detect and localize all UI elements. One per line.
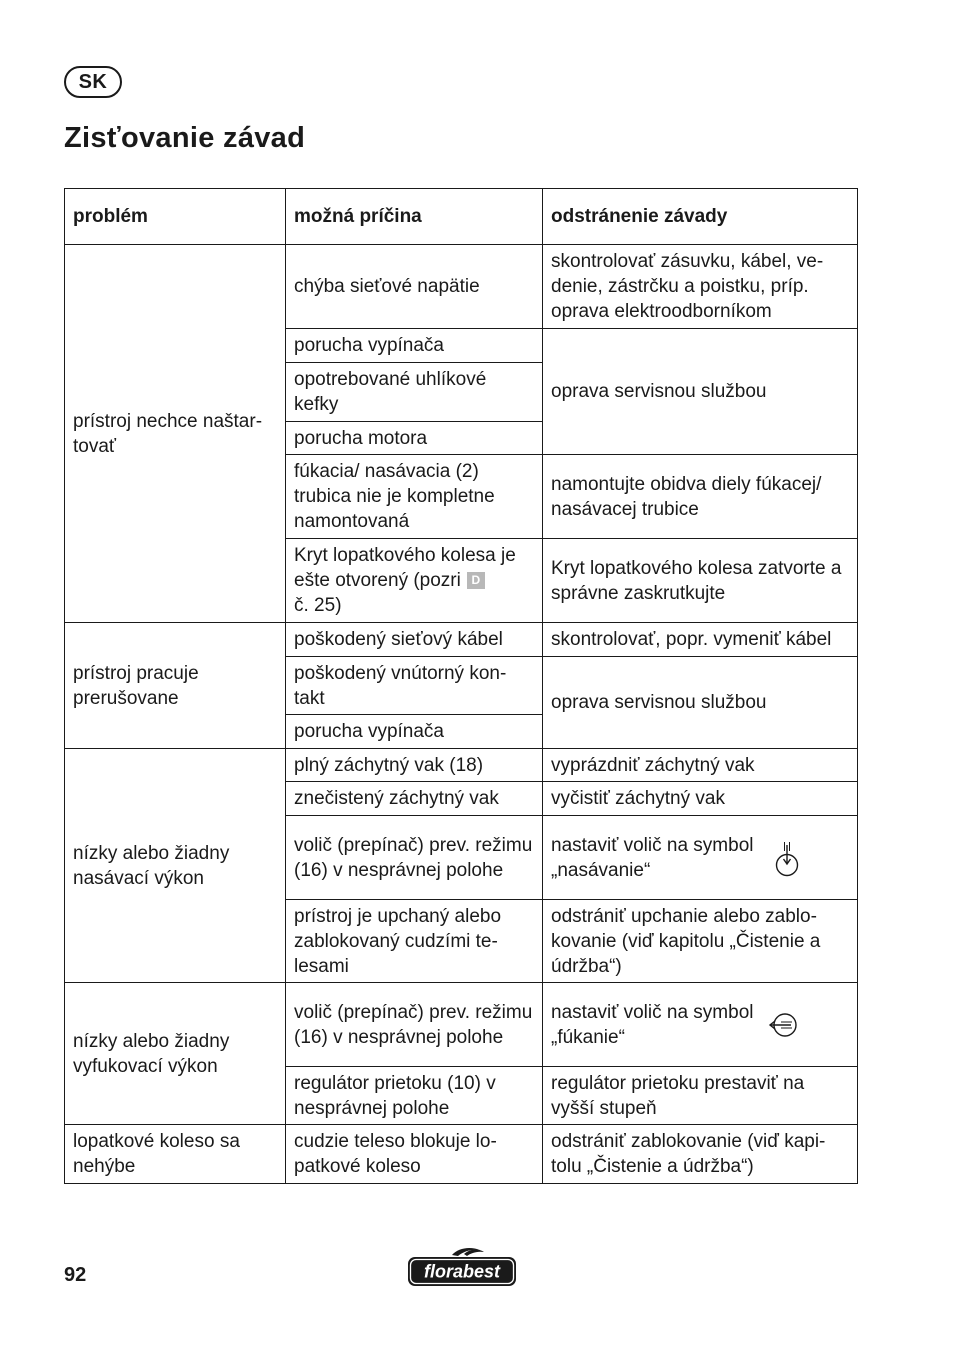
cause-cell: porucha motora [286,422,543,455]
remedy-cell: vyprázdniť záchytný vak [543,749,858,782]
remedy-cell [543,983,858,1067]
cause-text-suffix: č. 25) [294,595,342,616]
problem-cell: prístroj nechce naštar-tovať [65,245,286,623]
cause-cell: porucha vypínača [286,329,543,363]
cause-cell: poškodený vnútorný kon-takt [286,657,543,715]
logo-text: florabest [423,1261,501,1282]
figure-ref-badge: D [467,572,485,589]
cause-cell: znečistený záchytný vak [286,782,543,816]
remedy-cell: odstrániť upchanie alebo zablo-kovanie (viď kapitolu „Čistenie a údržba“) [543,900,858,983]
remedy-cell: Kryt lopatkového kolesa zatvorte a správne zaskrutkujte [543,539,858,623]
cause-cell: volič (prepínač) prev. režimu (16) v nesprávnej polohe [286,983,543,1067]
remedy-cell: oprava servisnou službou [543,329,858,455]
remedy-cell: odstrániť zablokovanie (viď kapi-tolu „Čistenie a údržba“) [543,1125,858,1184]
table-row [65,1125,858,1184]
cause-text: Kryt lopatkového kolesa je ešte otvorený (pozri [294,545,516,591]
cause-cell: porucha vypínača [286,715,543,749]
header-problem: problém [65,189,286,245]
remedy-cell: namontujte obidva diely fúkacej/ nasávacej trubice [543,455,858,539]
cause-cell: chýba sieťové napätie [286,245,543,329]
remedy-cell: oprava servisnou službou [543,657,858,749]
suction-mode-icon [773,839,801,877]
remedy-cell: skontrolovať, popr. vymeniť kábel [543,623,858,657]
blow-mode-icon [767,1010,801,1040]
header-cause: možná príčina [286,189,543,245]
problem-cell: nízky alebo žiadny vyfukovací výkon [65,983,286,1125]
cause-cell: prístroj je upchaný alebo zablokovaný cudzími te-lesami [286,900,543,983]
cause-cell: opotrebované uhlíkové kefky [286,363,543,422]
cause-cell: cudzie teleso blokuje lo-patkové koleso [286,1125,543,1184]
remedy-cell [543,816,858,900]
remedy-cell: skontrolovať zásuvku, kábel, ve-denie, zástrčku a poistku, príp. oprava elektroodborníkom [543,245,858,329]
florabest-logo [406,1246,518,1288]
cause-cell: volič (prepínač) prev. režimu (16) v nesprávnej polohe [286,816,543,900]
cause-cell: poškodený sieťový kábel [286,623,543,657]
table-header-row [65,189,858,245]
remedy-text: nastaviť volič na symbol „fúkanie“ [551,1001,754,1048]
cause-cell: plný záchytný vak (18) [286,749,543,782]
language-badge: SK [64,66,122,98]
table-row [65,749,858,782]
table-row [65,983,858,1067]
problem-cell: prístroj pracuje prerušovane [65,623,286,749]
remedy-cell: regulátor prietoku prestaviť na vyšší stupeň [543,1067,858,1125]
table-row [65,623,858,657]
remedy-cell: vyčistiť záchytný vak [543,782,858,816]
page-title: Zisťovanie závad [64,122,306,154]
problem-cell: lopatkové koleso sa nehýbe [65,1125,286,1184]
problem-cell: nízky alebo žiadny nasávací výkon [65,749,286,983]
header-remedy: odstránenie závady [543,189,858,245]
troubleshooting-table [64,188,858,1184]
remedy-text: nastaviť volič na symbol „nasávanie“ [551,834,754,881]
table-row [65,245,858,329]
page-number: 92 [64,1264,87,1286]
cause-cell: regulátor prietoku (10) v nesprávnej polohe [286,1067,543,1125]
cause-cell [286,539,543,623]
cause-cell: fúkacia/ nasávacia (2) trubica nie je kompletne namontovaná [286,455,543,539]
